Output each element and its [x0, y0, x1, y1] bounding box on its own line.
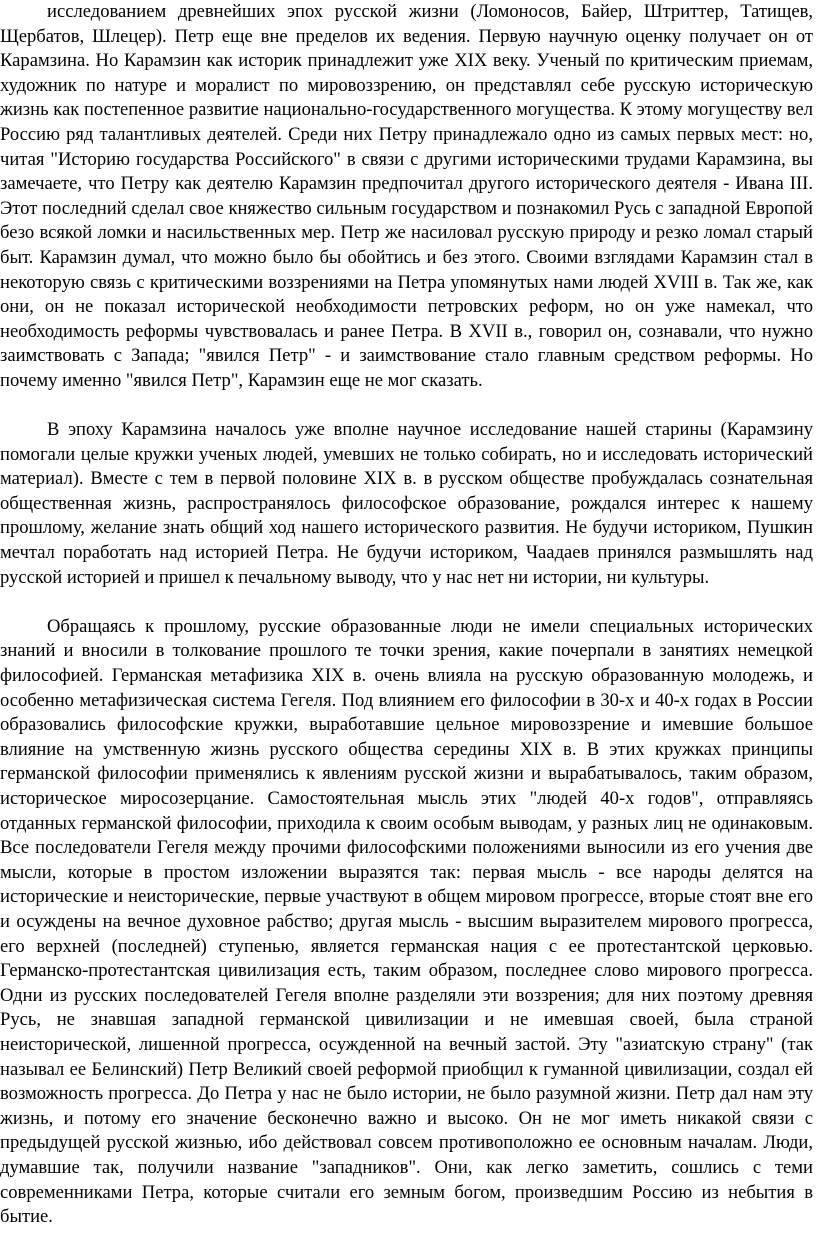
paragraph-spacer [0, 590, 813, 615]
paragraph-3: Обращаясь к прошлому, русские образованные люди не имели специальных исторических знаний и вносили в толкование прошлого те точки зрения, какие почерпали в занятиях немецкой философией. Германская метафизика XIX в. очень влияла на русскую образованную молодежь, и особенно метафизическая система Гегеля. Под влиянием его философии в 30-х и 40-х годах в России образовались философские кружки, выработавшие цельное мировоззрение и имевшие большое влияние на умственную жизнь русского общества середины XIX в. В этих кружках принципы германской философии применялись к явлениям русской жизни и вырабатывалось, таким образом, историческое миросозерцание. Самостоятельная мысль этих "людей 40-х годов", отправляясь отданных германской философии, приходила к своим особым выводам, у разных лиц не одинаковым. Все последователи Гегеля между прочими философскими положениями выносили из его учения две мысли, которые в простом изложении выразятся так: первая мысль - все народы делятся на исторические и неисторические, первые участвуют в общем мировом прогрессе, вторые стоят вне его и осуждены на вечное духовное рабство; другая мысль - высшим выразителем мирового прогресса, его верхней (последней) ступенью, является германская нация с ее протестантской церковью. Германско-протестантская цивилизация есть, таким образом, последнее слово мирового прогресса. Одни из русских последователей Гегеля вполне разделяли эти воззрения; для них поэтому древняя Русь, не знавшая западной германской цивилизации и не имевшая своей, была страной неисторической, лишенной прогресса, осужденной на вечный застой. Эту "азиатскую страну" (так называл ее Белинский) Петр Великий своей реформой приобщил к гуманной цивилизации, создал ей возможность прогресса. До Петра у нас не было истории, не было разумной жизни. Петр дал нам эту жизнь, и потому его значение бесконечно важно и высоко. Он не мог иметь никакой связи с предыдущей русской жизнью, ибо действовал совсем противоположно ее основным началам. Люди, думавшие так, получили название "западников". Они, как легко заметить, сошлись с теми современниками Петра, которые считали его земным богом, произведшим Россию из небытия в бытие. [0, 615, 813, 1228]
paragraph-2: В эпоху Карамзина началось уже вполне научное исследование нашей старины (Карамзину помогали целые кружки ученых людей, умевших не только собирать, но и исследовать исторический материал). Вместе с тем в первой половине XIX в. в русском обществе пробуждалась сознательная общественная жизнь, распространялось философское образование, рождался интерес к нашему прошлому, желание знать общий ход нашего исторического развития. Не будучи историком, Пушкин мечтал поработать над историей Петра. Не будучи историком, Чаадаев принялся размышлять над русской историей и пришел к печальному выводу, что у нас нет ни истории, ни культуры. [0, 419, 813, 588]
paragraph-1: исследованием древнейших эпох русской жизни (Ломоносов, Байер, Штриттер, Татищев, Щербатов, Шлецер). Петр еще вне пределов их ведения. Первую научную оценку получает он от Карамзина. Но Карамзин как историк принадлежит уже XIX веку. Ученый по критическим приемам, художник по натуре и моралист по мировоззрению, он представлял себе русскую историческую жизнь как постепенное развитие национально-государственного могущества. К этому могуществу вел Россию ряд талантливых деятелей. Среди них Петру принадлежало одно из самых первых мест: но, читая "Историю государства Российского" в связи с другими историческими трудами Карамзина, вы замечаете, что Петру как деятелю Карамзин предпочитал другого исторического деятеля - Ивана III. Этот последний сделал свое княжество сильным государством и познакомил Русь с западной Европой безо всякой ломки и насильственных мер. Петр же насиловал русскую природу и резко ломал старый быт. Карамзин думал, что можно было бы обойтись и без этого. Своими взглядами Карамзин стал в некоторую связь с критическими воззрениями на Петра упомянутых нами людей XVIII в. Так же, как они, он не показал исторической необходимости петровских реформ, но он уже намекал, что необходимость реформы чувствовалась и ранее Петра. В XVII в., говорил он, сознавали, что нужно заимствовать с Запада; "явился Петр" - и заимствование стало главным средством реформы. Но почему именно "явился Петр", Карамзин еще не мог сказать. [0, 1, 813, 391]
paragraph-spacer [0, 394, 813, 419]
